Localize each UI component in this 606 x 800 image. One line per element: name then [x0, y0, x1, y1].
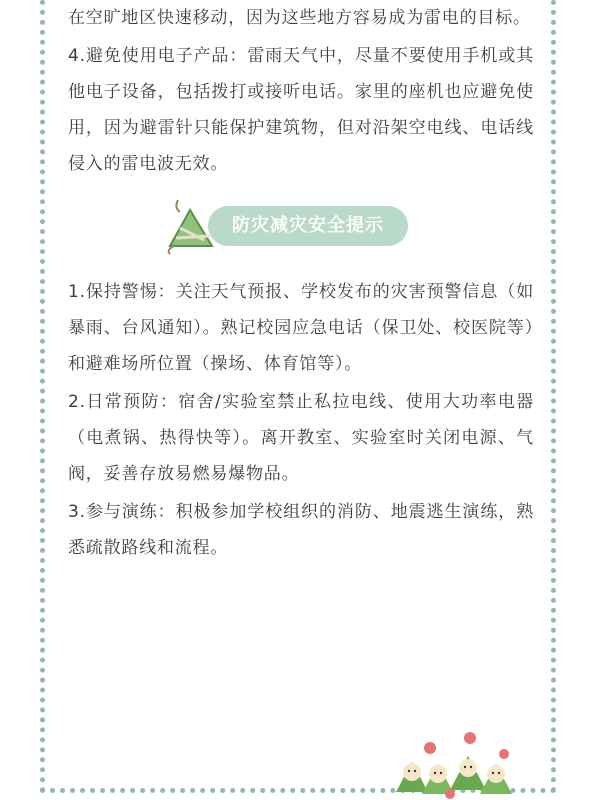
flower-ornament	[499, 749, 509, 759]
paragraph: 4.避免使用电子产品：雷雨天气中，尽量不要使用手机或其他电子设备，包括拨打或接听电话。家里的座机也应避免使用，因为避雷针只能保护建筑物，但对沿架空电线、电话线侵入的雷电波无效。	[68, 46, 534, 174]
zongzi-figure	[480, 764, 512, 794]
flower-ornament	[445, 789, 455, 799]
flower-ornament	[464, 732, 476, 744]
paragraph: 3.参与演练：积极参加学校组织的消防、地震逃生演练，熟悉疏散路线和流程。	[68, 502, 534, 558]
zongzi-figure	[450, 756, 486, 790]
zongzi-figure	[396, 762, 428, 792]
paragraph: 2.日常预防：宿舍/实验室禁止私拉电线、使用大功率电器（电煮锅、热得快等）。离开教室、实验室时关闭电源、气阀，妥善存放易燃易爆物品。	[68, 392, 534, 484]
paragraph: 在空旷地区快速移动，因为这些地方容易成为雷电的目标。	[68, 8, 531, 28]
flower-ornament	[424, 742, 436, 754]
section-header	[68, 196, 534, 256]
section-title: 防灾减灾安全提示	[208, 206, 408, 246]
zongzi-group-decoration	[392, 728, 522, 800]
paragraph: 1.保持警惕：关注天气预报、学校发布的灾害预警信息（如暴雨、台风通知）。熟记校园应急电话（保卫处、校医院等）和避难场所位置（操场、体育馆等）。	[68, 282, 534, 374]
article-body	[68, 0, 534, 568]
